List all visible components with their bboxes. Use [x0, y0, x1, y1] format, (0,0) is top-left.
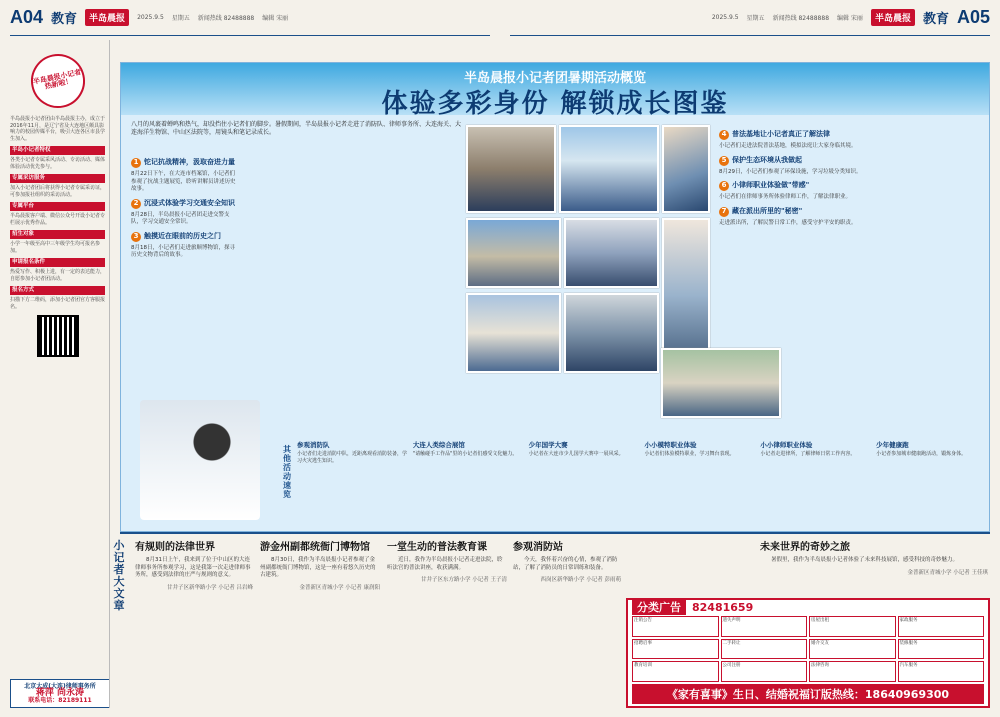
- right-paper-logo: 半岛晨报: [871, 9, 915, 26]
- ad-cell: 法律咨询: [809, 661, 896, 682]
- photo-vehicle: [564, 218, 659, 288]
- small-report: 小小模特职业体验 小记者们体验模特职业，学习舞台表现。: [644, 441, 735, 457]
- ads-grid: [632, 616, 984, 682]
- right-section-name: 教育: [922, 12, 949, 27]
- right-editor: 编辑 宋丽: [837, 15, 863, 22]
- left-weekday: 星期五: [171, 15, 190, 22]
- ad-cell: 二手转让: [721, 639, 808, 660]
- feature-kicker: 半岛晨报小记者团暑期活动概览: [463, 71, 646, 86]
- activity-heading: 4 普法基地让小记者真正了解法律: [719, 130, 979, 140]
- activity-heading: 5 保护生态环境从我做起: [719, 156, 979, 166]
- left-hotline: 新闻热线 82488888: [197, 15, 255, 22]
- feature-title: 体验多彩身份 解锁成长图鉴: [381, 89, 729, 119]
- left-page-number: A04: [10, 7, 44, 27]
- photo-police: [661, 348, 781, 418]
- right-date: 2025.9.5: [711, 14, 739, 21]
- right-weekday: 星期五: [746, 15, 765, 22]
- sidebar-section: 专属平台 半岛晨报客户端、微信公众号开设小记者专栏展示优秀作品。: [10, 203, 106, 226]
- article: 一堂生动的普法教育课 近日，我作为半岛晨报小记者走进法院，聆听法官的普法讲座，收获满满。 甘井子区东方路小学 小记者 王子清: [387, 542, 507, 583]
- article: 游金州副都统衙门博物馆 8月30日，我作为半岛晨报小记者参观了金州副都统衙门博物馆，这是一座有着悠久历史的古建筑。 金普新区青城小学 小记者 康润阳: [260, 542, 380, 591]
- ad-cell: 教育培训: [632, 661, 719, 682]
- left-page-header: [10, 0, 490, 36]
- small-report: 少年健康跑 小记者参加城市健康跑活动，锻炼身体。: [876, 441, 967, 457]
- small-report: 少年国学大赛 小记者在大连市少儿国学大赛中一展风采。: [528, 441, 624, 457]
- ad-cell: 婚介交友: [809, 639, 896, 660]
- ad-cell: 公司注册: [721, 661, 808, 682]
- sidebar-section: 专属采访服务 加入小记者团后将获得小记者专属采访证，可参加报社组织的采访活动。: [10, 175, 106, 198]
- small-report: 大连人类综合展馆 "请触碰手工作品"里的小记者们感受文化魅力。: [412, 441, 518, 457]
- small-reports: [297, 440, 987, 525]
- ad-cell: 汽车服务: [898, 661, 985, 682]
- reporter-badge: 半岛晨报小记者 热新啦！: [25, 49, 89, 113]
- left-date: 2025.9.5: [137, 14, 164, 21]
- photo-traffic: [466, 218, 561, 288]
- ad-cell: 家政服务: [898, 616, 985, 637]
- article: 参观消防站 今天，我怀着兴奋的心情，参观了消防站，了解了消防员的日常训练和装备。 西岗区新华路小学 小记者 彭雨萌: [513, 542, 621, 583]
- left-section-name: 教育: [51, 12, 78, 27]
- column-title: 小记者大文章: [113, 539, 125, 612]
- right-page-number: A05: [956, 7, 990, 27]
- ad-cell: 注销公告: [632, 616, 719, 637]
- sidebar-section: 半岛小记者特权 各类小记者专属采风活动、专访活动、媒体体验活动优先参与。: [10, 147, 106, 170]
- activity-heading: 1 铊记抗战精神，汲取奋进力量: [131, 158, 236, 168]
- right-page-header: [510, 0, 990, 36]
- sidebar-intro: 半岛晨报小记者团由半岛晨报主办，成立于2016年11月，是辽宁省及大连地区颇具影响力的校园传媒平台，吸引大连各区市县学生加入。: [10, 116, 106, 142]
- sidebar-section: 招生对象 小学一年级至高中三年级学生均可报名参加。: [10, 230, 105, 254]
- other-activities-label: 其他活动速览: [283, 445, 291, 499]
- ads-footer-banner: 《家有喜事》生日、结婚祝福订版热线：18640969300: [632, 684, 984, 704]
- photo-boy-camera: [140, 400, 260, 520]
- ad-cell: 遗失声明: [721, 616, 808, 637]
- ad-cell: 装修服务: [898, 639, 985, 660]
- activity-column-right: 4 普法基地让小记者真正了解法律 小记者们走进法院普法基地，模拟法庭让大家身临其境。 5 保护生态环境从我做起 8月29日，小记者们参观了环保设施，学习垃圾分类知识。 6 小律师职业体验做"带感" 小记者们在律师事务所体验律师工作，了解法律职业。 7 藏在派出所里的"秘密" 走进派出所，了解民警日常工作，感受守护平安的职责。: [719, 125, 979, 227]
- article: 有规则的法律世界 8月31日上午，我来到了位于中山区的大连律师事务所参观学习，这是我第一次走进律师事务所，感受到法律的庄严与规则的意义。 甘井子区新华路小学 小记者 吕岩峰: [135, 542, 253, 591]
- activity-heading: 2 沉浸式体验学习交通安全知识: [131, 199, 236, 209]
- activity-column-1: 1 铊记抗战精神，汲取奋进力量 8月22日下午，在大连市档案馆，小记者们参观了抗战主题展览，聆听讲解员讲述历史故事。 2 沉浸式体验学习交通安全知识 8月28日，半岛晨报小记者团走进交警支队，学习交通安全常识。 3 触摸近在眼前的历史之门 8月18日，小记者们走进旅顺博物馆，探寻历史文物背后的故事。: [131, 158, 236, 258]
- ads-title: 分类广告: [632, 599, 686, 615]
- feature-intro: 八月的风裹着蝉鸣和热气，却没挡住小记者们的脚步。暑假期间，半岛晨报小记者走进了消防队、律师事务所、大连海关、大连海洋生物馆、中山区法院等，用镜头和笔记录成长。: [131, 121, 462, 136]
- left-editor: 编辑 宋丽: [262, 15, 289, 22]
- law-firm-ad: 北京大成(大连)律师事务所 蒋萍 尚永涛 联系电话：82189111: [10, 679, 110, 708]
- left-paper-logo: 半岛晨报: [85, 9, 129, 26]
- photo-lab: [564, 293, 659, 373]
- qr-code-icon[interactable]: [37, 315, 79, 357]
- article: 未来世界的奇妙之旅 暑假里，我作为半岛晨报小记者体验了未来科技展馆，感受科技的奇妙魅力。 金普新区青城小学 小记者 王佳琪: [760, 542, 988, 576]
- activity-heading: 3 触摸近在眼前的历史之门: [131, 232, 236, 242]
- ads-phone: 82481659: [692, 600, 754, 614]
- ad-cell: 房屋出租: [809, 616, 896, 637]
- classified-ads: [626, 598, 990, 708]
- small-report: 小小律师职业体验 小记者走进律所，了解律师日常工作内容。: [760, 441, 856, 457]
- activity-heading: 7 藏在派出所里的"秘密": [719, 207, 979, 217]
- photo-temple: [466, 293, 561, 373]
- sidebar-section: 报名方式 扫描下方二维码，添加小记者团官方客服报名。: [10, 287, 106, 310]
- left-sidebar: [10, 40, 110, 708]
- photo-group: [559, 125, 659, 213]
- photo-court: [662, 125, 710, 213]
- small-report: 参观消防队 小记者们走进消防中队，近距离观看消防装备，学习火灾逃生知识。: [297, 441, 408, 464]
- sidebar-section: 申请报名条件 热爱写作、积极上进，有一定的表达能力，自愿参加小记者团活动。: [10, 259, 106, 282]
- ad-cell: 招聘启事: [632, 639, 719, 660]
- photo-archives: [466, 125, 556, 213]
- right-hotline: 新闻热线 82488888: [772, 15, 830, 22]
- activity-heading: 6 小律师职业体验做"带感": [719, 181, 979, 191]
